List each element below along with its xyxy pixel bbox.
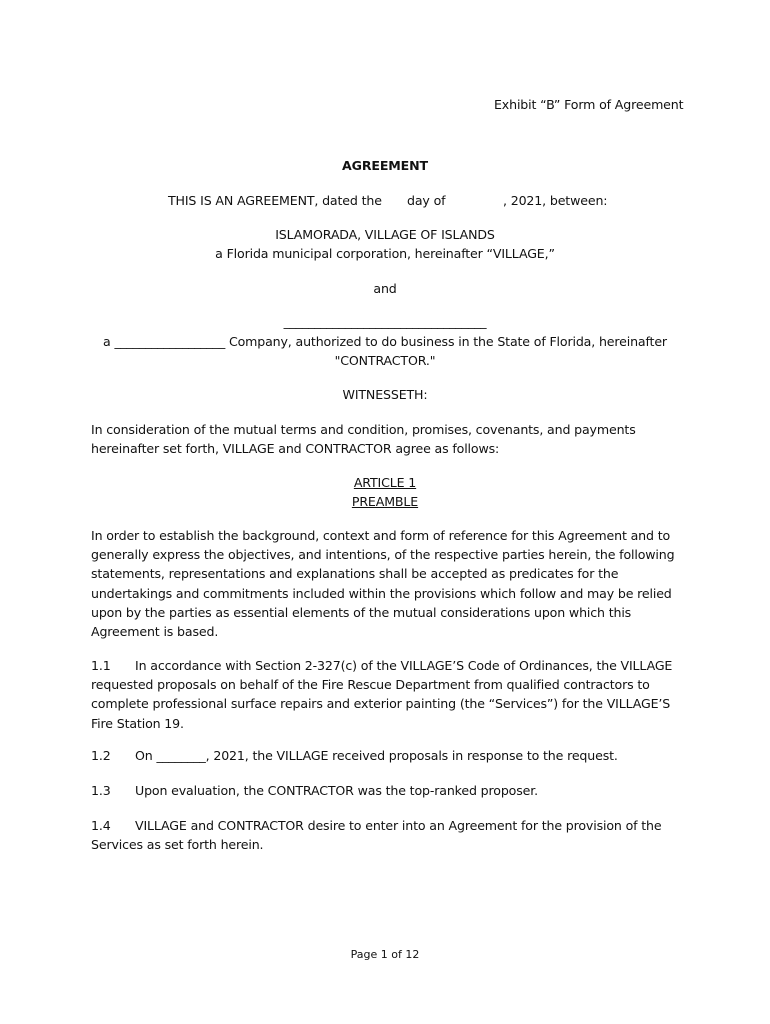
agreement-title: AGREEMENT — [342, 158, 428, 173]
section-1-3 — [91, 781, 681, 800]
section-1-4 — [91, 816, 681, 854]
party1-description: a Florida municipal corporation, hereinafter “VILLAGE,” — [215, 246, 555, 261]
section-1-2 — [91, 746, 681, 765]
dated-year: , 2021, between: — [503, 193, 608, 208]
section-text: VILLAGE and CONTRACTOR desire to enter into an Agreement for the provision of the Services as set forth herein. — [91, 818, 662, 853]
section-text: On ________, 2021, the VILLAGE received proposals in response to the request. — [135, 748, 618, 763]
article-number: ARTICLE 1 — [353, 475, 417, 490]
section-text: Upon evaluation, the CONTRACTOR was the top-ranked proposer. — [135, 783, 538, 798]
page-number: Page 1 of 12 — [350, 948, 420, 961]
dated-day: day of — [407, 193, 446, 208]
party2-name-blank: _________________________________ — [283, 314, 487, 329]
and-text: and — [373, 281, 397, 296]
article-title: PREAMBLE — [351, 494, 419, 509]
exhibit-header: Exhibit “B” Form of Agreement — [494, 97, 684, 112]
consideration-paragraph: In consideration of the mutual terms and condition, promises, covenants, and payments hereinafter set forth, VILLAGE and CONTRACTOR agree as follows: — [91, 422, 636, 457]
dated-lead: THIS IS AN AGREEMENT, dated the — [168, 193, 382, 208]
section-number: 1.2 — [91, 748, 111, 763]
party2-line: a __________________ Company, authorized to do business in the State of Florida, hereinafter — [103, 334, 667, 349]
section-number: 1.4 — [91, 818, 111, 833]
party2-designation: "CONTRACTOR." — [334, 353, 436, 368]
section-number: 1.1 — [91, 658, 111, 673]
preamble-paragraph: In order to establish the background, context and form of reference for this Agreement and to generally express the objectives, and intentions, of the respective parties herein, the following statements, representations and explanations shall be accepted as predicates for the undertakings and commitments included within the provisions which follow and may be relied upon by the parties as essential elements of the mutual considerations upon which this Agreement is based. — [91, 528, 675, 640]
section-number: 1.3 — [91, 783, 111, 798]
section-1-1 — [91, 656, 681, 733]
section-text: In accordance with Section 2-327(c) of the VILLAGE’S Code of Ordinances, the VILLAGE requested proposals on behalf of the Fire Rescue Department from qualified contractors to complete professional surface repairs and exterior painting (the “Services”) for the VILLAGE’S Fire Station 19. — [91, 658, 673, 731]
party1-name: ISLAMORADA, VILLAGE OF ISLANDS — [275, 227, 495, 242]
witnesseth: WITNESSETH: — [342, 387, 428, 402]
